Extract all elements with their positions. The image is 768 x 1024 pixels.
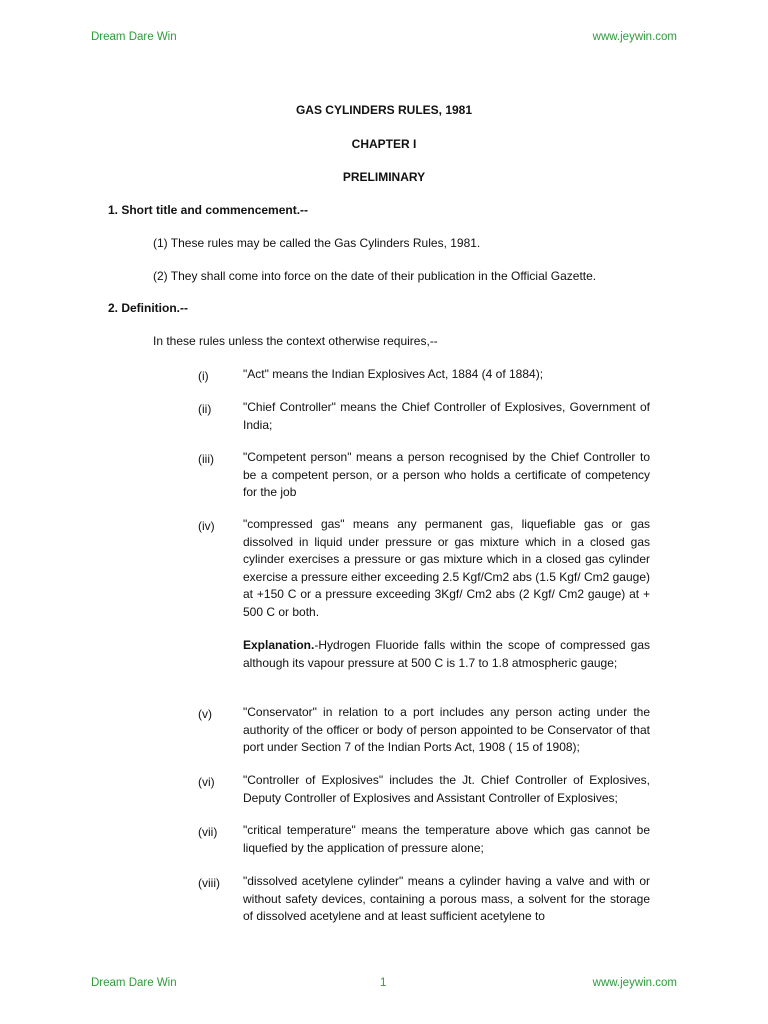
- document-title: GAS CYLINDERS RULES, 1981: [295, 103, 473, 117]
- definition-number: (vii): [198, 825, 218, 839]
- definition-number: (iv): [198, 519, 215, 533]
- section-1-para-1: (1) These rules may be called the Gas Cylinders Rules, 1981.: [153, 236, 481, 250]
- section-1-heading: 1. Short title and commencement.--: [108, 203, 309, 217]
- explanation-label: Explanation.: [243, 638, 315, 652]
- definition-number: (iii): [198, 452, 214, 466]
- section-2-intro: In these rules unless the context otherwise requires,--: [153, 334, 438, 348]
- part-heading: PRELIMINARY: [342, 170, 426, 184]
- definition-text: "Controller of Explosives" includes the Jt. Chief Controller of Explosives, Deputy Controller of Explosives and Assistant Controller of Explosives;: [243, 773, 650, 805]
- definition-number: (ii): [198, 402, 212, 416]
- definition-text: "Act" means the Indian Explosives Act, 1884 (4 of 1884);: [243, 367, 544, 381]
- definition-text: "compressed gas" means any permanent gas, liquefiable gas or gas dissolved in liquid under pressure or gas mixture which in a closed gas cylinder exercises a pressure or gas mixture which in a closed gas cylinder exercise a pressure either exceeding 2.5 Kgf/Cm2 abs (1.5 Kgf/ Cm2 gauge) at +150 C or a pressure exceeding 3Kgf/ Cm2 abs (2 Kgf/ Cm2 gauge) at + 500 C or both.: [243, 517, 650, 619]
- definition-text: "Conservator" in relation to a port includes any person acting under the authority of the officer or body of person appointed to be Conservator of that port under Section 7 of the Indian Ports Act, 1908 ( 15 of 1908);: [243, 705, 650, 754]
- explanation-text: -Hydrogen Fluoride falls within the scope of compressed gas although its vapour pressure at 500 C is 1.7 to 1.8 atmospheric gauge;: [243, 638, 650, 670]
- definition-text: "dissolved acetylene cylinder" means a cylinder having a valve and with or without safety devices, containing a porous mass, a solvent for the storage of dissolved acetylene and at least sufficient acetylene to: [243, 874, 650, 923]
- section-2-heading: 2. Definition.--: [108, 301, 188, 315]
- header-left-text: Dream Dare Win: [91, 31, 177, 43]
- page-number: 1: [380, 977, 387, 989]
- chapter-heading: CHAPTER I: [351, 137, 417, 151]
- section-1-para-2: (2) They shall come into force on the date of their publication in the Official Gazette.: [153, 269, 597, 283]
- explanation-paragraph: [243, 637, 650, 672]
- definition-text: "Chief Controller" means the Chief Controller of Explosives, Government of India;: [243, 400, 650, 432]
- definition-text: "Competent person" means a person recognised by the Chief Controller to be a competent person, or a person who holds a certificate of competency for the job: [243, 450, 650, 499]
- footer-left-text: Dream Dare Win: [91, 977, 177, 989]
- definition-number: (vi): [198, 775, 215, 789]
- footer-right-link[interactable]: www.jeywin.com: [592, 977, 677, 989]
- definition-text: "critical temperature" means the temperature above which gas cannot be liquefied by the application of pressure alone;: [243, 823, 650, 855]
- definition-number: (v): [198, 707, 212, 721]
- definition-number: (viii): [198, 876, 220, 890]
- definition-number: (i): [198, 369, 209, 383]
- header-right-link[interactable]: www.jeywin.com: [592, 31, 677, 43]
